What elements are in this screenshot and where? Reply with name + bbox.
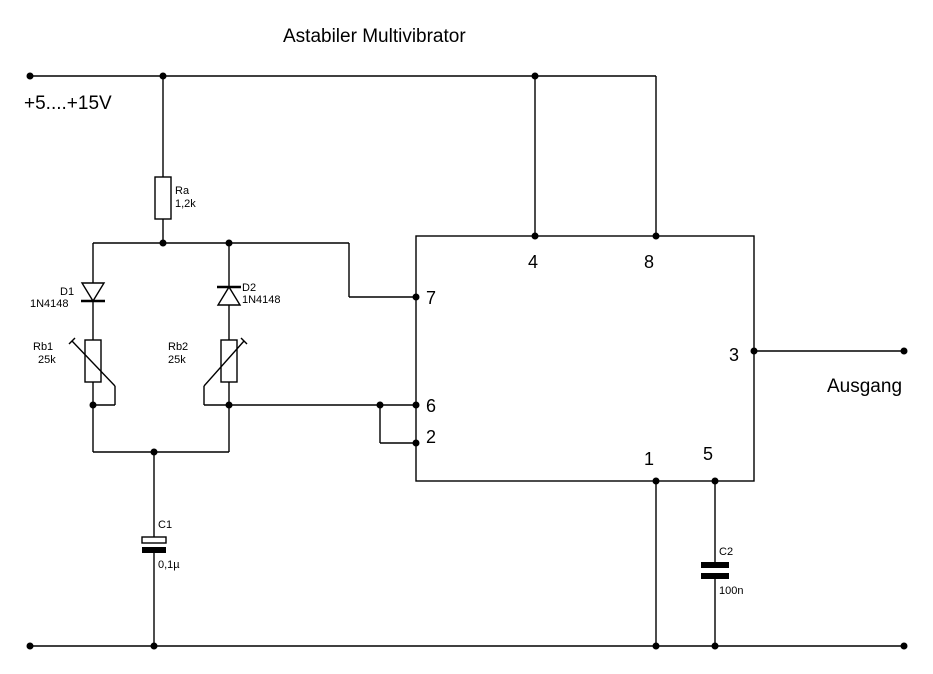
c2-value: 100n xyxy=(719,585,744,597)
pin-6-dot xyxy=(413,402,420,409)
pin-4-dot xyxy=(532,233,539,240)
diode-d2 xyxy=(217,243,241,340)
c1-name: C1 xyxy=(158,519,173,531)
junction-dot xyxy=(532,73,539,80)
junction-dot xyxy=(226,402,233,409)
c2-name: C2 xyxy=(719,546,734,558)
capacitor-c1 xyxy=(142,452,166,646)
supply-rail xyxy=(30,76,656,236)
pin-7-label: 7 xyxy=(426,288,437,308)
pin-2-dot xyxy=(413,440,420,447)
c1-value: 0,1µ xyxy=(158,559,180,571)
diagram-title: Astabiler Multivibrator xyxy=(283,26,466,47)
junction-dot xyxy=(226,240,233,247)
junction-dot xyxy=(712,643,719,650)
rb1-value: 25k xyxy=(38,354,56,366)
ra-value: 1,2k xyxy=(175,198,196,210)
rb1-name: Rb1 xyxy=(33,341,54,353)
rb2-value: 25k xyxy=(168,354,186,366)
timing-node-wire xyxy=(93,405,416,452)
rb2-name: Rb2 xyxy=(168,341,189,353)
ground-terminal xyxy=(901,643,908,650)
d2-value: 1N4148 xyxy=(242,294,281,306)
pin-1-dot xyxy=(653,478,660,485)
junction-dot xyxy=(90,402,97,409)
junction-dot xyxy=(653,643,660,650)
supply-terminal xyxy=(27,73,34,80)
d1-name: D1 xyxy=(60,286,75,298)
potentiometer-rb2 xyxy=(204,338,247,452)
pin-3-label: 3 xyxy=(729,345,740,365)
pin-5-dot xyxy=(712,478,719,485)
pin-2-label: 2 xyxy=(426,427,437,447)
d2-name: D2 xyxy=(242,282,257,294)
diode-d1 xyxy=(81,243,105,340)
pin-6-label: 6 xyxy=(426,396,437,416)
supply-label: +5....+15V xyxy=(24,93,112,114)
ra-name: Ra xyxy=(175,185,190,197)
output-label: Ausgang xyxy=(827,376,903,397)
pin-7-dot xyxy=(413,294,420,301)
ground-terminal xyxy=(27,643,34,650)
output-terminal xyxy=(901,348,908,355)
resistor-ra xyxy=(155,76,171,243)
junction-dot xyxy=(377,402,384,409)
potentiometer-rb1 xyxy=(69,338,115,452)
junction-dot xyxy=(151,449,158,456)
junction-dot xyxy=(160,240,167,247)
pin-8-label: 8 xyxy=(644,252,655,272)
junction-dot xyxy=(151,643,158,650)
pin-8-dot xyxy=(653,233,660,240)
junction-dot xyxy=(160,73,167,80)
pin-4-label: 4 xyxy=(528,252,539,272)
pin-1-label: 1 xyxy=(644,449,655,469)
d1-value: 1N4148 xyxy=(30,298,69,310)
pin-3-dot xyxy=(751,348,758,355)
capacitor-c2 xyxy=(701,481,729,646)
pin-5-label: 5 xyxy=(703,444,714,464)
